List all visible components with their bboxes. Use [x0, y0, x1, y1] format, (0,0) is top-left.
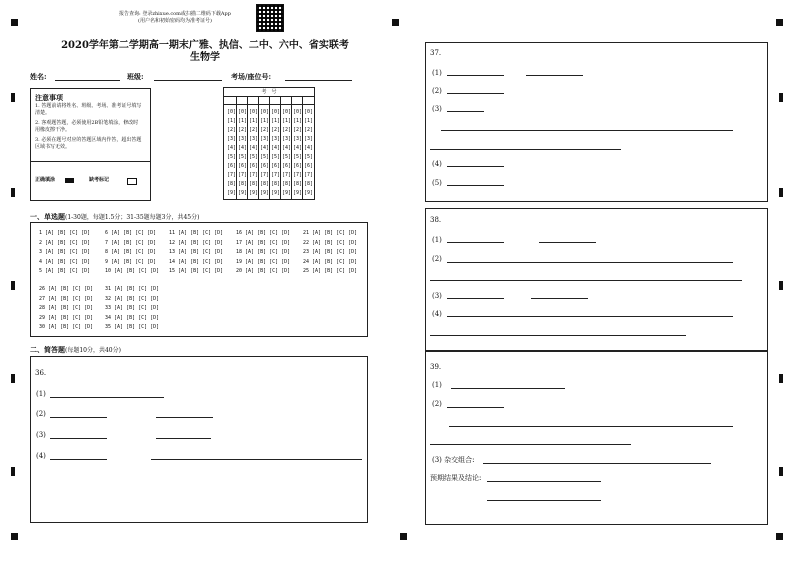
- answer-line[interactable]: [447, 262, 733, 263]
- answer-line[interactable]: [531, 298, 588, 299]
- mc-question-row[interactable]: 18 [A] [B] [C] [D]: [236, 249, 291, 255]
- q37-box: [425, 42, 768, 202]
- timing-mark: [779, 188, 783, 197]
- mc-question-row[interactable]: 14 [A] [B] [C] [D]: [169, 258, 224, 265]
- exam-id-digit-bubble[interactable]: [0]: [282, 109, 292, 115]
- mc-question-row[interactable]: 9 [A] [B] [C] [D]: [105, 258, 157, 265]
- exam-id-digit-bubble[interactable]: [2]: [271, 127, 281, 133]
- exam-id-digit-bubble[interactable]: [4]: [249, 145, 259, 151]
- exam-id-digit-bubble[interactable]: [2]: [227, 127, 237, 133]
- exam-id-digit-bubble[interactable]: [8]: [282, 181, 292, 187]
- exam-id-column-divider: [291, 96, 292, 200]
- exam-id-digit-bubble[interactable]: [8]: [304, 181, 314, 187]
- section2-title: 二、简答题(每题10分，共40分): [30, 345, 121, 354]
- answer-line[interactable]: [50, 438, 107, 439]
- exam-id-digit-bubble[interactable]: [3]: [304, 136, 314, 142]
- answer-line[interactable]: [451, 388, 565, 389]
- exam-id-digit-bubble[interactable]: [5]: [282, 154, 292, 160]
- exam-id-digit-bubble[interactable]: [8]: [260, 181, 270, 187]
- exam-id-digit-bubble[interactable]: [9]: [282, 190, 292, 196]
- exam-id-digit-bubble[interactable]: [5]: [271, 154, 281, 160]
- mc-question-row[interactable]: 33 [A] [B] [C] [D]: [105, 305, 160, 311]
- exam-id-column-divider: [302, 96, 303, 200]
- exam-id-digit-bubble[interactable]: [2]: [304, 127, 314, 133]
- q39-part: (2): [432, 400, 442, 408]
- exam-id-digit-bubble[interactable]: [4]: [227, 145, 237, 151]
- exam-id-digit-bubble[interactable]: [0]: [238, 109, 248, 115]
- class-label: 班级:: [127, 72, 144, 81]
- corner-mark-ml: [392, 19, 399, 26]
- q38-part: (4): [432, 310, 442, 318]
- timing-mark: [11, 188, 15, 197]
- exam-id-digit-bubble[interactable]: [9]: [293, 190, 303, 196]
- timing-mark: [779, 467, 783, 476]
- exam-id-digit-bubble[interactable]: [7]: [260, 172, 270, 178]
- answer-line[interactable]: [50, 397, 164, 398]
- answer-line[interactable]: [447, 111, 484, 112]
- exam-id-digit-bubble[interactable]: [6]: [293, 163, 303, 169]
- exam-id-digit-bubble[interactable]: [0]: [293, 109, 303, 115]
- exam-id-digit-bubble[interactable]: [1]: [260, 118, 270, 124]
- exam-id-digit-bubble[interactable]: [1]: [227, 118, 237, 124]
- exam-id-digit-bubble[interactable]: [4]: [260, 145, 270, 151]
- mc-question-row[interactable]: 15 [A] [B] [C] [D]: [169, 268, 224, 274]
- mc-question-row[interactable]: 11 [A] [B] [C] [D]: [169, 230, 224, 236]
- exam-id-column: [282, 108, 291, 198]
- timing-mark: [779, 93, 783, 102]
- section1-title: 一、单选题(1-30题，每题1.5分；31-35题每题3分，共45分): [30, 212, 200, 221]
- exam-id-digit-bubble[interactable]: [9]: [271, 190, 281, 196]
- mc-question-row[interactable]: 19 [A] [B] [C] [D]: [236, 258, 291, 265]
- corner-mark-br: [776, 533, 783, 540]
- exam-id-digit-bubble[interactable]: [8]: [293, 181, 303, 187]
- name-label: 姓名:: [30, 72, 47, 81]
- exam-id-digit-bubble[interactable]: [2]: [260, 127, 270, 133]
- exam-id-column-divider: [280, 96, 281, 200]
- mc-question-row[interactable]: 8 [A] [B] [C] [D]: [105, 249, 157, 255]
- mc-question-row[interactable]: 3 [A] [B] [C] [D]: [39, 249, 91, 255]
- exam-id-digit-bubble[interactable]: [3]: [227, 136, 237, 142]
- answer-line[interactable]: [156, 417, 213, 418]
- exam-id-digit-bubble[interactable]: [0]: [304, 109, 314, 115]
- qr-code-icon[interactable]: [256, 4, 284, 32]
- q36-box: [30, 356, 368, 523]
- answer-line[interactable]: [430, 335, 686, 336]
- mc-question-row[interactable]: 20 [A] [B] [C] [D]: [236, 268, 291, 274]
- exam-id-column: [271, 108, 280, 198]
- answer-line[interactable]: [430, 149, 621, 150]
- q36-part: (2): [36, 410, 46, 418]
- exam-id-digit-bubble[interactable]: [0]: [260, 109, 270, 115]
- exam-id-digit-bubble[interactable]: [5]: [249, 154, 259, 160]
- mc-question-row[interactable]: 31 [A] [B] [C] [D]: [105, 286, 160, 292]
- corner-mark-mr: [400, 533, 407, 540]
- absent-mark-label: 缺考标记: [89, 177, 110, 183]
- q38-number: 38.: [430, 216, 442, 224]
- exam-id-digit-bubble[interactable]: [5]: [293, 154, 303, 160]
- exam-id-column: [260, 108, 269, 198]
- exam-id-digit-bubble[interactable]: [2]: [282, 127, 292, 133]
- exam-id-digit-bubble[interactable]: [6]: [282, 163, 292, 169]
- mc-question-row[interactable]: 22 [A] [B] [C] [D]: [303, 239, 358, 246]
- exam-id-digit-bubble[interactable]: [6]: [304, 163, 314, 169]
- exam-id-column: [238, 108, 247, 198]
- exam-id-digit-bubble[interactable]: [8]: [227, 181, 237, 187]
- mc-question-row[interactable]: 1 [A] [B] [C] [D]: [39, 230, 91, 236]
- answer-line[interactable]: [156, 438, 211, 439]
- answer-line[interactable]: [447, 75, 504, 76]
- answer-line[interactable]: [526, 75, 583, 76]
- timing-mark: [11, 374, 15, 383]
- notice-item: 3. 必须在题号对应的答题区域内作答，超出答题区域书写无效。: [35, 137, 142, 150]
- q38-box: [425, 208, 768, 351]
- exam-id-digit-bubble[interactable]: [3]: [282, 136, 292, 142]
- answer-line[interactable]: [430, 280, 742, 281]
- report-note: 报告查询: 登录zhixue.com或扫描二维码下载App (用户名和初始密码均为准考证号): [119, 11, 231, 24]
- room-seat-field[interactable]: [285, 80, 352, 81]
- exam-id-digit-bubble[interactable]: [4]: [271, 145, 281, 151]
- exam-id-column: [293, 108, 302, 198]
- mc-question-row[interactable]: 32 [A] [B] [C] [D]: [105, 295, 160, 302]
- answer-line[interactable]: [447, 93, 504, 94]
- q36-part: (1): [36, 390, 46, 398]
- exam-id-digit-bubble[interactable]: [5]: [227, 154, 237, 160]
- answer-line[interactable]: [487, 500, 601, 501]
- exam-id-digit-bubble[interactable]: [6]: [249, 163, 259, 169]
- mc-question-row[interactable]: 24 [A] [B] [C] [D]: [303, 258, 358, 265]
- exam-id-digit-bubble[interactable]: [3]: [271, 136, 281, 142]
- timing-mark: [11, 281, 15, 290]
- exam-id-digit-bubble[interactable]: [1]: [304, 118, 314, 124]
- q39-part: 预期结果及结论:: [430, 474, 482, 482]
- answer-line[interactable]: [447, 166, 504, 167]
- exam-id-label: 考 号: [261, 89, 277, 95]
- mc-question-row[interactable]: 7 [A] [B] [C] [D]: [105, 239, 157, 246]
- exam-id-column-divider: [247, 96, 248, 200]
- mc-question-row[interactable]: 23 [A] [B] [C] [D]: [303, 249, 358, 255]
- notice-box: [30, 88, 151, 201]
- q36-part: (3): [36, 431, 46, 439]
- answer-line[interactable]: [539, 242, 596, 243]
- exam-id-digit-bubble[interactable]: [2]: [238, 127, 248, 133]
- exam-id-digit-bubble[interactable]: [0]: [227, 109, 237, 115]
- exam-id-column-divider: [269, 96, 270, 200]
- mc-question-row[interactable]: 6 [A] [B] [C] [D]: [105, 230, 157, 236]
- exam-id-digit-bubble[interactable]: [7]: [227, 172, 237, 178]
- q39-part: (1): [432, 381, 442, 389]
- exam-id-digit-bubble[interactable]: [3]: [238, 136, 248, 142]
- exam-id-column: [249, 108, 258, 198]
- exam-id-digit-bubble[interactable]: [0]: [249, 109, 259, 115]
- exam-id-digit-bubble[interactable]: [8]: [238, 181, 248, 187]
- q37-number: 37.: [430, 49, 442, 57]
- mc-question-row[interactable]: 2 [A] [B] [C] [D]: [39, 239, 91, 246]
- mc-question-row[interactable]: 30 [A] [B] [C] [D]: [39, 324, 94, 330]
- exam-id-digit-bubble[interactable]: [0]: [271, 109, 281, 115]
- mc-question-row[interactable]: 16 [A] [B] [C] [D]: [236, 230, 291, 236]
- notice-divider: [31, 161, 150, 162]
- corner-mark-tl: [11, 19, 18, 26]
- q37-part: (5): [432, 179, 442, 187]
- exam-id-digit-bubble[interactable]: [7]: [304, 172, 314, 178]
- exam-id-digit-bubble[interactable]: [5]: [260, 154, 270, 160]
- exam-id-digit-bubble[interactable]: [6]: [238, 163, 248, 169]
- exam-id-column: [304, 108, 313, 198]
- mc-answer-box: [30, 222, 368, 337]
- exam-id-digit-bubble[interactable]: [6]: [271, 163, 281, 169]
- notice-heading: 注意事项: [35, 93, 63, 102]
- exam-id-digit-bubble[interactable]: [3]: [249, 136, 259, 142]
- q37-part: (4): [432, 160, 442, 168]
- absent-mark-checkbox[interactable]: [127, 178, 137, 185]
- exam-title: 2020学年第二学期高一期末广雅、执信、二中、六中、省实联考 生物学: [61, 40, 349, 63]
- exam-id-digit-bubble[interactable]: [9]: [260, 190, 270, 196]
- mc-question-row[interactable]: 4 [A] [B] [C] [D]: [39, 258, 91, 265]
- exam-id-digit-bubble[interactable]: [4]: [238, 145, 248, 151]
- exam-id-digit-bubble[interactable]: [8]: [249, 181, 259, 187]
- mc-question-row[interactable]: 12 [A] [B] [C] [D]: [169, 239, 224, 246]
- exam-id-digit-bubble[interactable]: [7]: [293, 172, 303, 178]
- answer-line[interactable]: [441, 130, 733, 131]
- exam-id-digit-bubble[interactable]: [4]: [304, 145, 314, 151]
- q38-part: (1): [432, 236, 442, 244]
- answer-line[interactable]: [447, 316, 733, 317]
- exam-id-digit-bubble[interactable]: [1]: [238, 118, 248, 124]
- answer-line[interactable]: [487, 481, 601, 482]
- exam-id-digit-bubble[interactable]: [6]: [260, 163, 270, 169]
- name-field[interactable]: [55, 80, 120, 81]
- mc-question-row[interactable]: 26 [A] [B] [C] [D]: [39, 286, 94, 292]
- exam-id-digit-bubble[interactable]: [7]: [282, 172, 292, 178]
- timing-mark: [11, 93, 15, 102]
- q38-part: (3): [432, 292, 442, 300]
- exam-id-digit-bubble[interactable]: [1]: [249, 118, 259, 124]
- q37-part: (3): [432, 105, 442, 113]
- answer-line[interactable]: [50, 417, 107, 418]
- exam-id-digit-bubble[interactable]: [4]: [293, 145, 303, 151]
- mc-question-row[interactable]: 27 [A] [B] [C] [D]: [39, 295, 94, 302]
- correct-fill-label: 正确填涂: [35, 177, 56, 183]
- mc-question-row[interactable]: 13 [A] [B] [C] [D]: [169, 249, 224, 255]
- exam-id-grid: [223, 87, 315, 200]
- exam-id-digit-bubble[interactable]: [3]: [260, 136, 270, 142]
- exam-id-digit-bubble[interactable]: [4]: [282, 145, 292, 151]
- exam-id-column: [227, 108, 236, 198]
- exam-id-digit-bubble[interactable]: [9]: [238, 190, 248, 196]
- correct-fill-sample-icon: [65, 178, 74, 183]
- mc-question-row[interactable]: 28 [A] [B] [C] [D]: [39, 305, 94, 311]
- answer-line[interactable]: [50, 459, 107, 460]
- mc-question-row[interactable]: 17 [A] [B] [C] [D]: [236, 239, 291, 246]
- exam-id-column-divider: [236, 96, 237, 200]
- exam-id-digit-bubble[interactable]: [1]: [271, 118, 281, 124]
- notice-item: 1. 答题前请将姓名、班级、考场、准考证号填写清楚。: [35, 103, 142, 116]
- corner-mark-tr: [776, 19, 783, 26]
- exam-id-digit-bubble[interactable]: [6]: [227, 163, 237, 169]
- mc-question-row[interactable]: 25 [A] [B] [C] [D]: [303, 268, 358, 274]
- exam-id-digit-bubble[interactable]: [9]: [227, 190, 237, 196]
- timing-mark: [11, 467, 15, 476]
- room-seat-label: 考场/座位号:: [231, 72, 272, 81]
- exam-id-digit-bubble[interactable]: [3]: [293, 136, 303, 142]
- exam-id-digit-bubble[interactable]: [9]: [304, 190, 314, 196]
- mc-question-row[interactable]: 10 [A] [B] [C] [D]: [105, 268, 160, 274]
- exam-id-digit-bubble[interactable]: [7]: [271, 172, 281, 178]
- answer-line[interactable]: [449, 426, 733, 427]
- exam-id-digit-bubble[interactable]: [8]: [271, 181, 281, 187]
- q39-part: (3) 杂交组合:: [432, 456, 475, 464]
- corner-mark-bl: [11, 533, 18, 540]
- exam-id-column-divider: [258, 96, 259, 200]
- exam-id-digit-bubble[interactable]: [1]: [282, 118, 292, 124]
- answer-line[interactable]: [151, 459, 362, 460]
- timing-mark: [779, 281, 783, 290]
- q39-box: [425, 351, 768, 525]
- mc-question-row[interactable]: 5 [A] [B] [C] [D]: [39, 268, 91, 274]
- class-field[interactable]: [154, 80, 222, 81]
- answer-line[interactable]: [483, 463, 711, 464]
- mc-question-row[interactable]: 29 [A] [B] [C] [D]: [39, 314, 94, 321]
- answer-line[interactable]: [447, 298, 504, 299]
- answer-line[interactable]: [447, 242, 504, 243]
- q37-part: (1): [432, 69, 442, 77]
- mc-question-row[interactable]: 21 [A] [B] [C] [D]: [303, 230, 358, 236]
- exam-id-digit-bubble[interactable]: [2]: [293, 127, 303, 133]
- exam-id-digit-bubble[interactable]: [7]: [238, 172, 248, 178]
- exam-id-digit-bubble[interactable]: [5]: [238, 154, 248, 160]
- exam-id-digit-bubble[interactable]: [1]: [293, 118, 303, 124]
- notice-item: 2. 客观题答题，必须使用2B铅笔填涂，修改时用橡皮擦干净。: [35, 120, 139, 133]
- exam-id-digit-bubble[interactable]: [7]: [249, 172, 259, 178]
- exam-id-digit-bubble[interactable]: [2]: [249, 127, 259, 133]
- mc-question-row[interactable]: 35 [A] [B] [C] [D]: [105, 324, 160, 330]
- exam-id-digit-bubble[interactable]: [9]: [249, 190, 259, 196]
- exam-id-digit-bubble[interactable]: [5]: [304, 154, 314, 160]
- q36-part: (4): [36, 452, 46, 460]
- q36-number: 36.: [35, 369, 47, 377]
- q37-part: (2): [432, 87, 442, 95]
- answer-line[interactable]: [447, 407, 504, 408]
- answer-line[interactable]: [447, 185, 504, 186]
- answer-line[interactable]: [430, 444, 631, 445]
- q38-part: (2): [432, 255, 442, 263]
- q39-number: 39.: [430, 363, 442, 371]
- timing-mark: [779, 374, 783, 383]
- mc-question-row[interactable]: 34 [A] [B] [C] [D]: [105, 314, 160, 321]
